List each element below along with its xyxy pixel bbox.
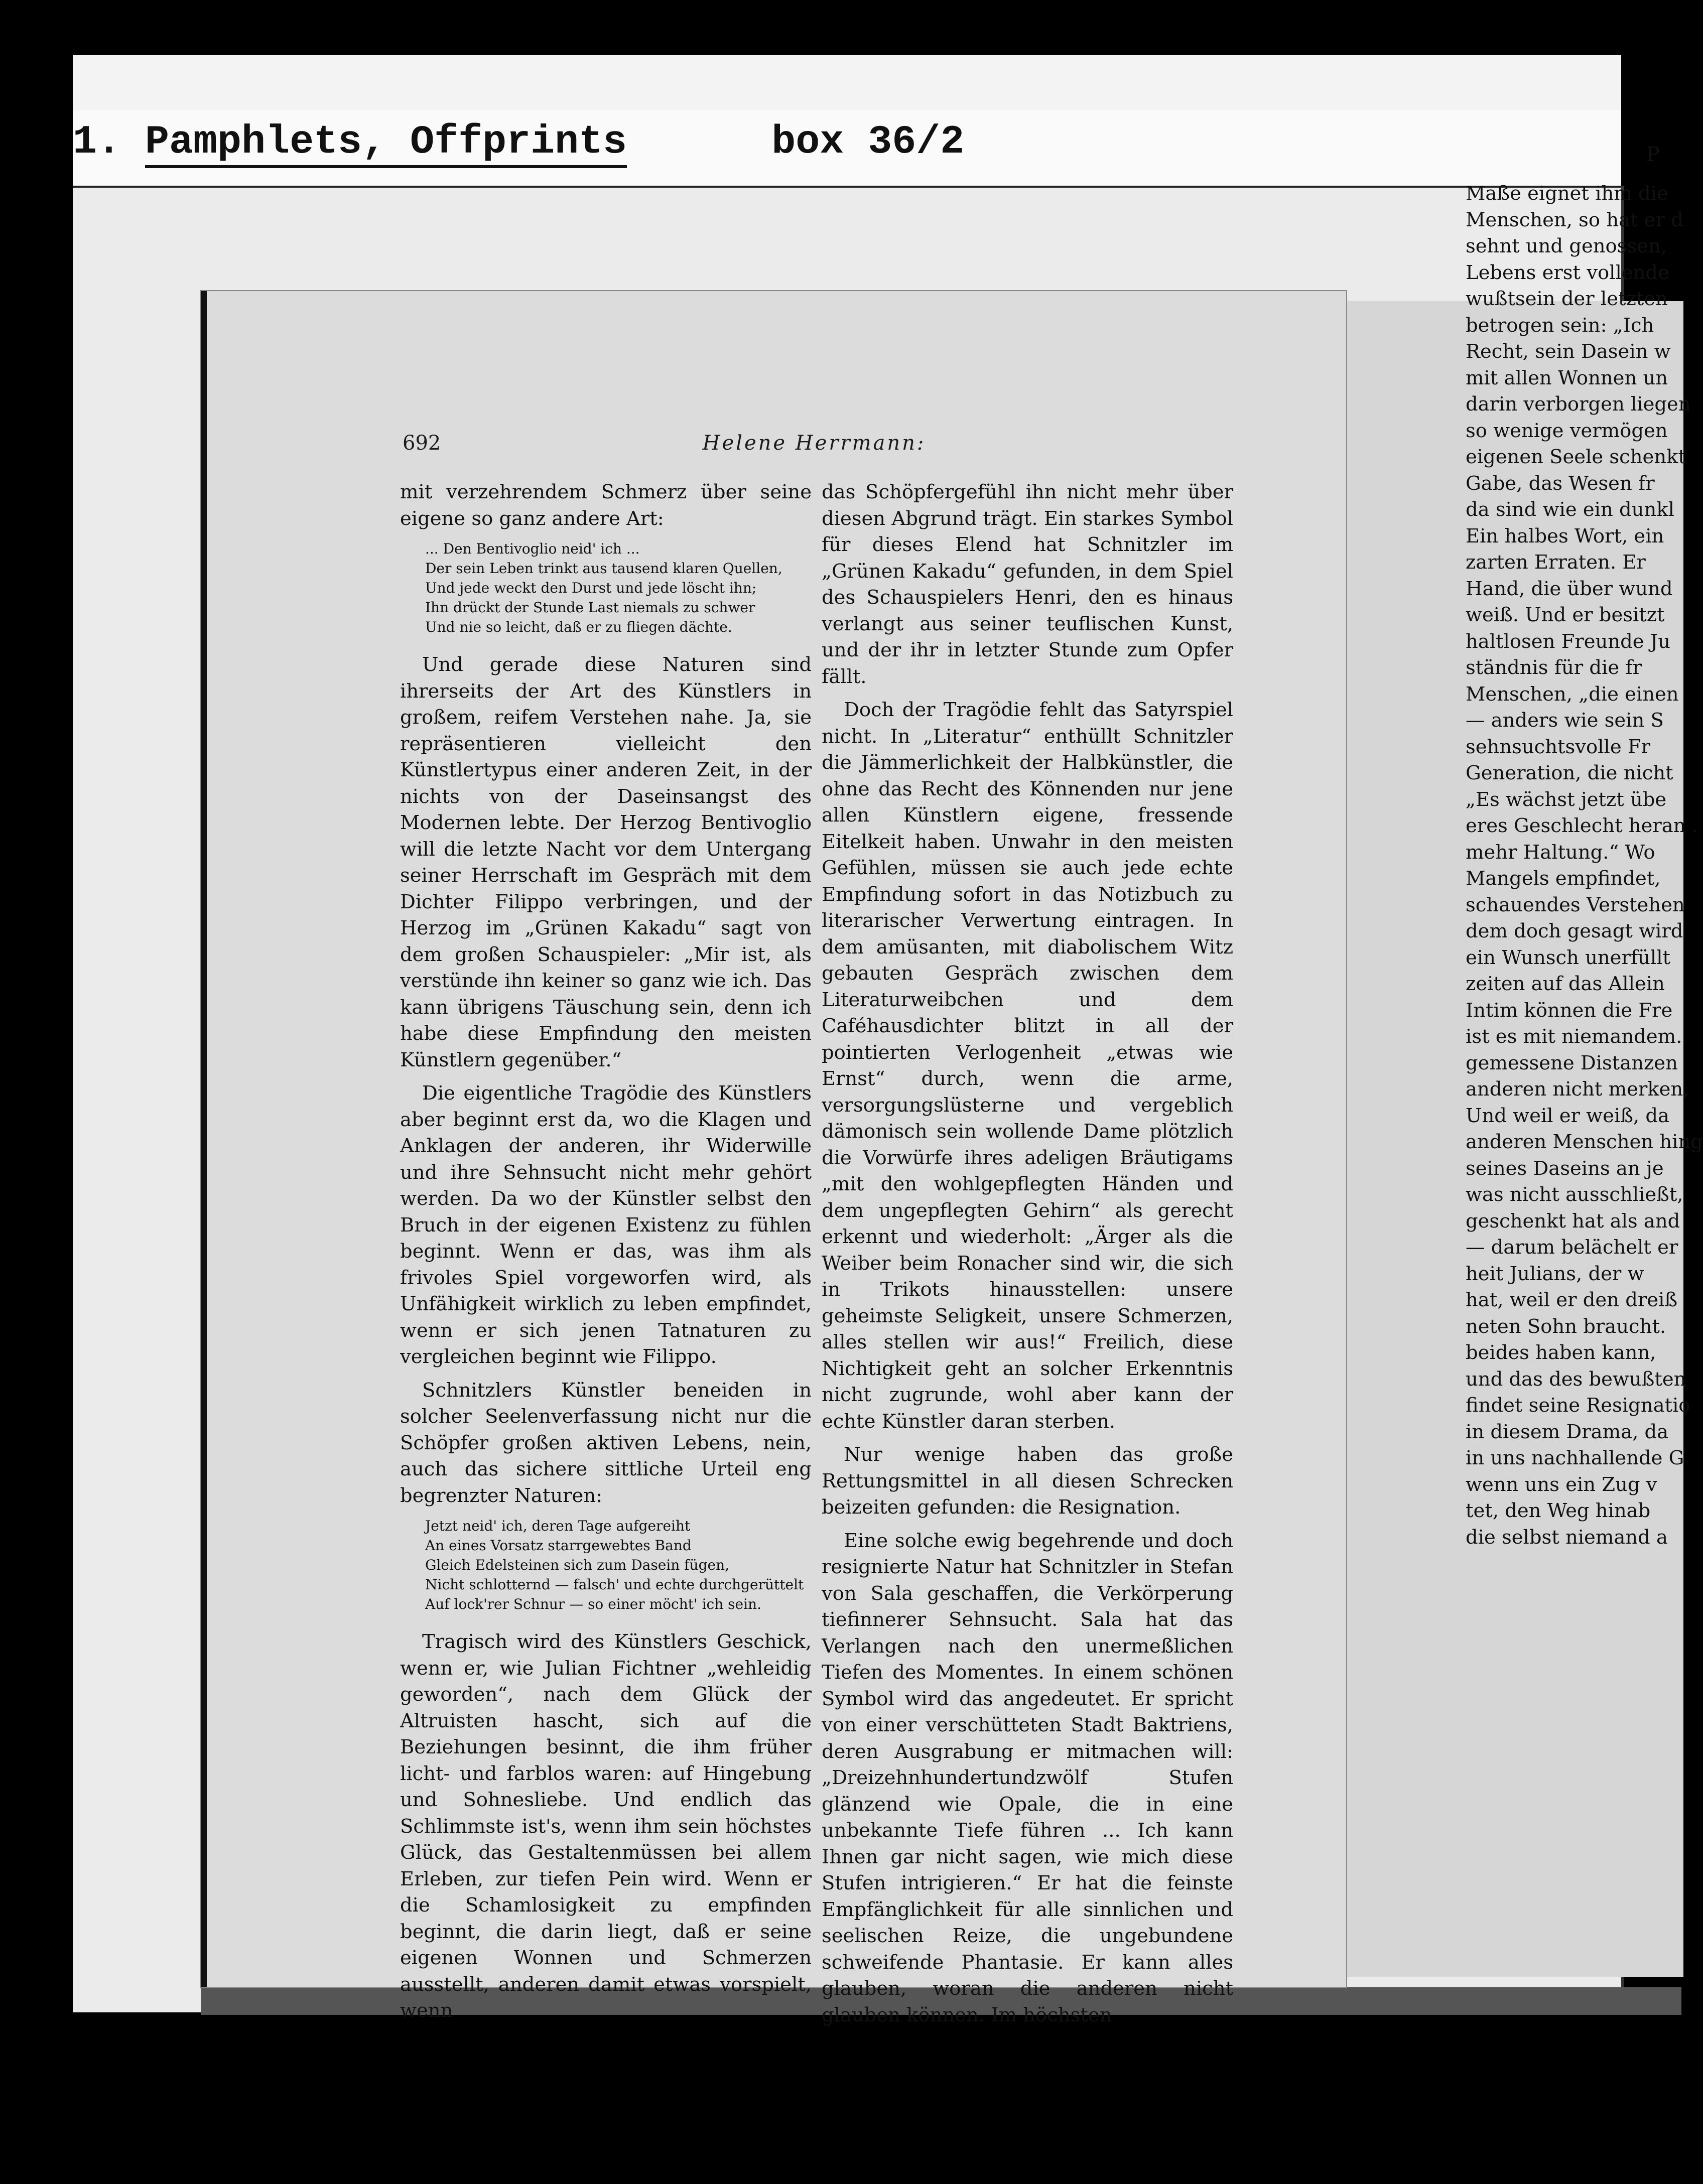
archive-header: [73, 110, 1621, 188]
facing-page-line: Lebens erst vollende: [1466, 261, 1669, 284]
facing-page-line: so wenige vermögen: [1466, 419, 1668, 442]
paragraph: Die eigentliche Tragödie des Künstlers aber beginnt erst da, wo die Klagen und Anklagen der anderen, ihr Widerwille und ihre Sehnsucht nicht mehr gehört werden. Da wo der Künstler selbst den Bruch in der eigenen Existenz zu fühlen beginnt. Wenn er das, was ihm als frivoles Spiel vorgeworfen wird, als Unfähigkeit wirklich zu leben empfindet, wenn er sich jenen Tatnaturen zu vergleichen beginnt wie Filippo.: [400, 1082, 812, 1368]
facing-page-line: heit Julians, der w: [1466, 1262, 1644, 1285]
running-title: Helene Herrmann:: [702, 432, 926, 455]
facing-page-line: — darum belächelt er: [1466, 1236, 1678, 1259]
facing-page-line: Gabe, das Wesen fr: [1466, 472, 1655, 495]
facing-page-line: betrogen sein: „Ich: [1466, 314, 1654, 337]
verse-line: Der sein Leben trinkt aus tausend klaren Quellen,: [425, 560, 782, 577]
facing-page-line: Maße eignet ihm die: [1466, 182, 1668, 205]
facing-page-line: Und weil er weiß, da: [1466, 1104, 1669, 1127]
facing-page-line: darin verborgen liegen: [1466, 393, 1691, 416]
facing-page-line: anderen Menschen hing: [1466, 1131, 1703, 1153]
right-column: [822, 479, 1233, 2035]
verse-line: Und nie so leicht, daß er zu fliegen dächte.: [425, 619, 732, 635]
facing-page-line: tet, den Weg hinab: [1466, 1499, 1651, 1522]
archive-title: Pamphlets, Offprints: [145, 119, 627, 168]
verse-quote: [425, 1516, 812, 1614]
verse-quote: [425, 539, 812, 637]
paragraph: mit verzehrendem Schmerz über seine eigene so ganz andere Art:: [400, 481, 812, 530]
paragraph: Eine solche ewig begehrende und doch resignierte Natur hat Schnitzler in Stefan von Sala geschaffen, die Verkörperung tiefinnerer Sehnsucht. Sala hat das Verlangen nach den unermeßlichen Tiefen des Momentes. In einem schönen Symbol wird das angedeutet. Er spricht von einer verschütteten Stadt Baktriens, deren Ausgrabung er mitmachen will: „Dreizehnhundertundzwölf Stufen glänzend wie Opale, die in eine unbekannte Tiefe führen ... Ich kann Ihnen gar nicht sagen, wie mich diese Stufen intrigieren.“ Er hat die feinste Empfänglichkeit für alle sinnlichen und seelischen Reize, die ungebundene schweifende Phantasie. Er kann alles glauben, woran die anderen nicht glauben können. Im höchsten: [822, 1529, 1233, 2026]
facing-page-line: und das des bewußten: [1466, 1368, 1686, 1391]
facing-page-line: Intim können die Fre: [1466, 999, 1673, 1022]
facing-page-line: in uns nachhallende G: [1466, 1447, 1684, 1469]
verse-line: Jetzt neid' ich, deren Tage aufgereiht: [425, 1518, 691, 1534]
facing-page-line: sehnt und genossen,: [1466, 235, 1667, 257]
paragraph: Tragisch wird des Künstlers Geschick, wenn er, wie Julian Fichtner „wehleidig geworden“, nach dem Glück der Altruisten hascht, sich auf die Beziehungen besinnt, die ihm früher licht- und farblos waren: auf Hingebung und Sohnesliebe. Und endlich das Schlimmste ist's, wenn ihm sein höchstes Glück, das Gestaltenmüssen bei allem Erleben, zur tiefen Pein wird. Wenn er die Schamlosigkeit zu empfinden beginnt, die darin liegt, daß er seine eigenen Wonnen und Schmerzen ausstellt, anderen damit etwas vorspielt, wenn: [400, 1630, 812, 2022]
facing-page-line: sehnsuchtsvolle Fr: [1466, 735, 1650, 758]
archive-box: box 36/2: [771, 119, 965, 165]
facing-page-line: Generation, die nicht: [1466, 762, 1673, 784]
paragraph: Schnitzlers Künstler beneiden in solcher Seelenverfassung nicht nur die Schöpfer großen aktiven Lebens, nein, auch das sichere sittliche Urteil eng begrenzter Naturen:: [400, 1379, 812, 1507]
facing-page-line: beides haben kann,: [1466, 1341, 1656, 1364]
facing-page-line: in diesem Drama, da: [1466, 1420, 1669, 1443]
facing-page-line: schauendes Verstehen: [1466, 893, 1685, 916]
facing-page-line: eres Geschlecht heran .: [1466, 814, 1698, 837]
facing-page-line: mehr Haltung.“ Wo: [1466, 841, 1655, 864]
facing-page-line: wenn uns ein Zug v: [1466, 1473, 1657, 1496]
facing-page-line: hat, weil er den dreiß: [1466, 1289, 1678, 1311]
facing-page-line: gemessene Distanzen: [1466, 1051, 1678, 1074]
facing-page-line: Ein halbes Wort, ein: [1466, 524, 1664, 548]
facing-page-line: geschenkt hat als and: [1466, 1209, 1680, 1233]
facing-page-column: [1466, 181, 1703, 1551]
facing-page-line: Menschen, so hat er d: [1466, 208, 1683, 231]
verse-line: An eines Vorsatz starrgewebtes Band: [425, 1537, 692, 1554]
paragraph: das Schöpfergefühl ihn nicht mehr über diesen Abgrund trägt. Ein starkes Symbol für dieses Elend hat Schnitzler im „Grünen Kakadu“ gefunden, in dem Spiel des Schauspielers Henri, den es hinaus verlangt aus seiner teuflischen Kunst, und der ihr in letzter Stunde zum Opfer fällt.: [822, 481, 1233, 688]
facing-page-line: Hand, die über wund: [1466, 577, 1673, 600]
paragraph: Und gerade diese Naturen sind ihrerseits der Art des Künstlers in großem, reifem Verstehen nahe. Ja, sie repräsentieren vielleicht den Künstlertypus einer anderen Zeit, in der nichts von der Daseinsangst des Modernen lebte. Der Herzog Bentivoglio will die letzte Nacht vor dem Untergang seiner Herrschaft im Gespräch mit dem Dichter Filippo verbringen, und der Herzog im „Grünen Kakadu“ sagt von dem großen Schauspieler: „Mir ist, als verstünde ihn keiner so ganz wie ich. Das kann übrigens Täuschung sein, denn ich habe diese Empfindung den meisten Künstlern gegenüber.“: [400, 653, 812, 1071]
facing-page-line: Recht, sein Dasein w: [1466, 340, 1671, 363]
facing-page-line: „Es wächst jetzt übe: [1466, 788, 1667, 811]
facing-page-line: da sind wie ein dunkl: [1466, 498, 1674, 521]
facing-page-line: haltlosen Freunde Ju: [1466, 630, 1670, 653]
facing-page-line: weiß. Und er besitzt: [1466, 604, 1665, 626]
facing-page-line: was nicht ausschließt,: [1466, 1183, 1683, 1206]
archive-number: 1.: [73, 119, 121, 165]
verse-line: Ihn drückt der Stunde Last niemals zu schwer: [425, 599, 755, 616]
document-page: [201, 291, 1346, 2026]
facing-page-line: zeiten auf das Allein: [1466, 973, 1665, 995]
verse-line: Und jede weckt den Durst und jede löscht ihn;: [425, 580, 757, 596]
facing-page-line: ein Wunsch unerfüllt: [1466, 946, 1671, 969]
verse-line: Nicht schlotternd — falsch' und echte durchgerüttelt: [425, 1576, 804, 1593]
facing-page-line: die selbst niemand a: [1466, 1526, 1668, 1549]
left-column: [400, 479, 812, 2031]
verse-line: Gleich Edelsteinen sich zum Dasein fügen,: [425, 1557, 730, 1573]
facing-page-line: seines Daseins an je: [1466, 1157, 1664, 1180]
facing-page-line: zarten Erraten. Er: [1466, 551, 1646, 574]
archive-label: [73, 119, 964, 165]
facing-page-line: ständnis für die fr: [1466, 656, 1642, 679]
paragraph: Doch der Tragödie fehlt das Satyrspiel nicht. In „Literatur“ enthüllt Schnitzler die Jämmerlichkeit der Halbkünstler, die ohne das Recht des Könnenden nur jene allen Künstlern eigene, fressende Eitelkeit haben. Unwahr in den meisten Gefühlen, müssen sie auch jede echte Empfindung sofort in das Notizbuch zu literarischer Verwertung eintragen. In dem amüsanten, mit diabolischem Witz gebauten Gespräch zwischen dem Literaturweibchen und dem Caféhausdichter blitzt in all der pointierten Verlogenheit „etwas wie Ernst“ durch, wenn die arme, versorgungslüsterne und vergeblich dämonisch sein wollende Dame plötzlich die Vorwürfe ihres adeligen Bräutigams „mit den wohlgepflegten Händen und dem ungepflegten Gehirn“ als gerecht erkennt und wiederholt: „Ärger als die Weiber beim Ronacher sind wir, die sich in Trikots hinausstellen: unsere geheimste Seligkeit, unsere Schmerzen, alles stellen wir aus!“ Freilich, diese Nichtigkeit geht an solcher Erkenntnis nicht zugrunde, wohl aber kann der echte Künstler daran sterben.: [822, 699, 1233, 1433]
page-number: 692: [403, 432, 441, 455]
facing-page-line: anderen nicht merken,: [1466, 1078, 1689, 1101]
facing-page-number: P: [1646, 143, 1660, 166]
facing-page-line: eigenen Seele schenkt: [1466, 446, 1686, 468]
facing-page-line: Menschen, „die einen: [1466, 682, 1679, 706]
facing-page-line: — anders wie sein S: [1466, 709, 1664, 732]
facing-page-line: ist es mit niemandem.: [1466, 1025, 1682, 1048]
facing-page-line: dem doch gesagt wird: [1466, 920, 1683, 942]
facing-page-line: wußtsein der letzten: [1466, 288, 1668, 310]
facing-page-line: neten Sohn braucht.: [1466, 1315, 1666, 1338]
facing-page-line: Mangels empfindet,: [1466, 867, 1661, 890]
facing-page-line: findet seine Resignatio: [1466, 1394, 1690, 1417]
facing-page-line: mit allen Wonnen un: [1466, 366, 1668, 389]
verse-line: Auf lock'rer Schnur — so einer möcht' ich sein.: [425, 1596, 761, 1612]
verse-line: ... Den Bentivoglio neid' ich ...: [425, 540, 640, 557]
paragraph: Nur wenige haben das große Rettungsmittel in all diesen Schrecken beizeiten gefunden: die Resignation.: [822, 1443, 1233, 1519]
